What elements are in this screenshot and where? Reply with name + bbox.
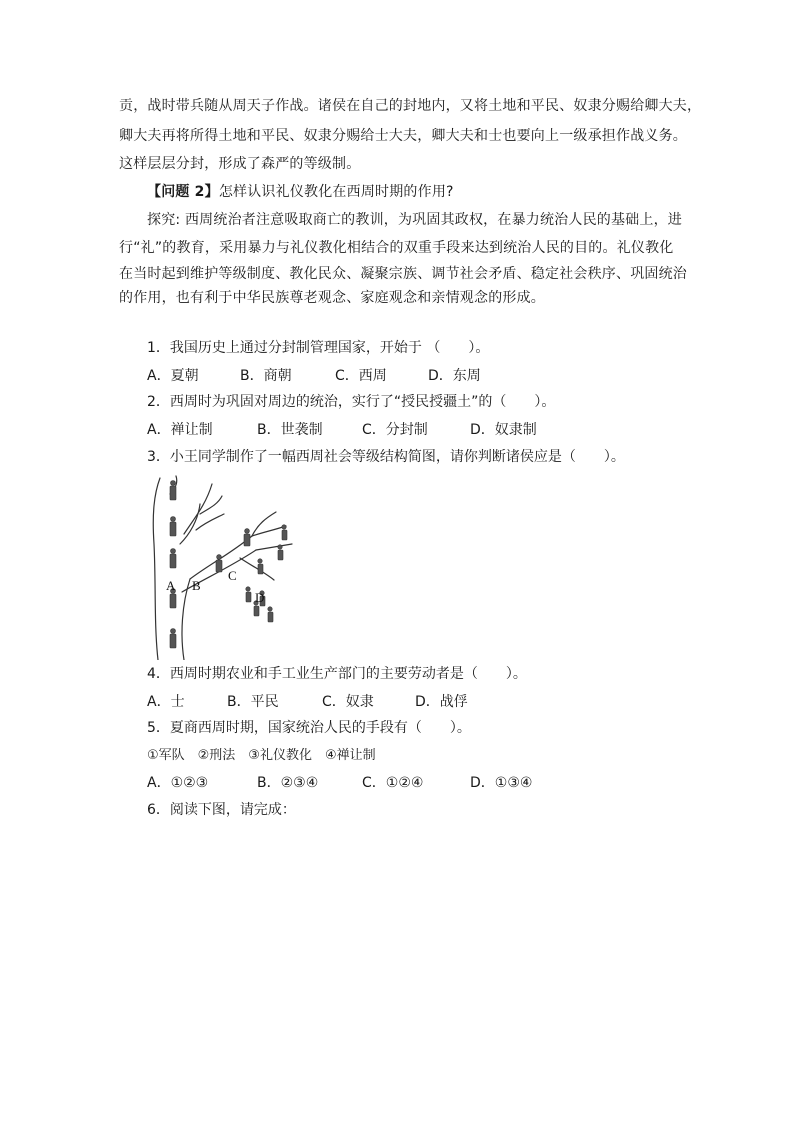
figure-label-b: B <box>192 578 201 593</box>
question-2-heading <box>147 182 454 202</box>
q1-option-b: B．商朝 <box>240 368 292 384</box>
q2-stem: 2．西周时为巩固对周边的统治，实行了“授民授疆土”的（ ）。 <box>147 394 556 410</box>
figure-label-a: A <box>166 578 176 593</box>
question-2-label: 【问题 2】 <box>147 184 219 200</box>
q5-option-c: C．①②④ <box>362 775 424 791</box>
q2-option-c: C．分封制 <box>362 422 428 438</box>
q4-option-c: C．奴隶 <box>322 694 374 710</box>
passage-line-3: 这样层层分封，形成了森严的等级制。 <box>119 156 361 172</box>
q4-stem: 4．西周时期农业和手工业生产部门的主要劳动者是（ ）。 <box>147 666 527 682</box>
q6-stem: 6．阅读下图，请完成： <box>147 802 296 818</box>
q4-option-d: D．战俘 <box>415 694 468 710</box>
passage-line-1: 贡，战时带兵随从周天子作战。诸侯在自己的封地内，又将土地和平民、奴隶分赐给卿大夫， <box>119 98 702 114</box>
q5-option-b: B．②③④ <box>257 775 319 791</box>
q5-stem: 5．夏商西周时期，国家统治人民的手段有（ ）。 <box>147 720 471 736</box>
q4-option-b: B．平民 <box>227 694 279 710</box>
explore-line-2: 行“礼”的教育，采用暴力与礼仪教化相结合的双重手段来达到统治人民的目的。礼仪教化 <box>119 240 674 256</box>
q1-option-a: A．夏朝 <box>147 368 199 384</box>
passage-line-2: 卿大夫再将所得土地和平民、奴隶分赐给士大夫，卿大夫和士也要向上一级承担作战义务。 <box>119 128 687 144</box>
q3-stem: 3．小王同学制作了一幅西周社会等级结构简图，请你判断诸侯应是（ ）。 <box>147 449 625 465</box>
figure-label-d: D <box>255 590 265 605</box>
explore-line-1: 探究: 西周统治者注意吸取商亡的教训，为巩固其政权，在暴力统治人民的基础上，进 <box>147 212 682 228</box>
q1-option-c: C．西周 <box>335 368 387 384</box>
q5-items: ①军队 ②刑法 ③礼仪教化 ④禅让制 <box>147 748 376 763</box>
figure-label-c: C <box>228 568 237 583</box>
social-hierarchy-tree-figure <box>140 474 310 660</box>
explore-line-3: 在当时起到维护等级制度、教化民众、凝聚宗族、调节社会矛盾、稳定社会秩序、巩固统治 <box>119 266 687 282</box>
q2-option-a: A．禅让制 <box>147 422 213 438</box>
q4-option-a: A．士 <box>147 694 185 710</box>
q1-stem: 1．我国历史上通过分封制管理国家，开始于 （ ）。 <box>147 340 490 356</box>
q2-option-b: B．世袭制 <box>257 422 323 438</box>
q5-option-a: A．①②③ <box>147 775 209 791</box>
question-2-text: 怎样认识礼仪教化在西周时期的作用? <box>218 184 454 200</box>
q5-option-d: D．①③④ <box>470 775 533 791</box>
q2-option-d: D．奴隶制 <box>470 422 537 438</box>
explore-line-4: 的作用，也有利于中华民族尊老观念、家庭观念和亲情观念的形成。 <box>119 290 545 306</box>
q1-option-d: D．东周 <box>428 368 481 384</box>
